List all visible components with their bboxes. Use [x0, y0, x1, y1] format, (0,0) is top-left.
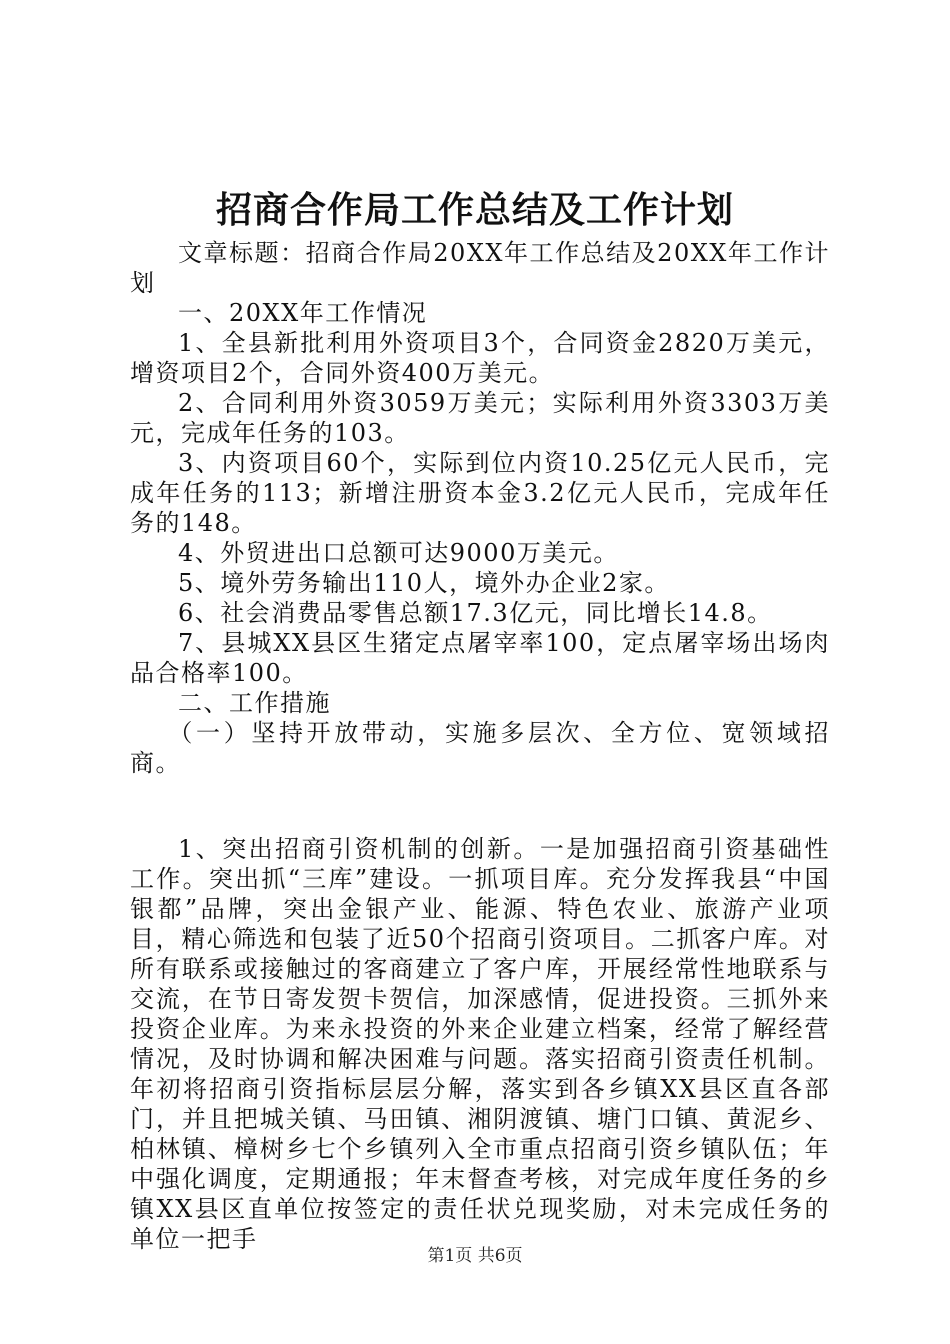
item-paragraph-5: 5、境外劳务输出110人，境外办企业2家。 [178, 569, 670, 597]
measure-paragraph-1: 1、突出招商引资机制的创新。一是加强招商引资基础性工作。突出抓“三库”建设。一抓项目库。充分发挥我县“中国银都”品牌，突出金银产业、能源、特色农业、旅游产业项目，精心筛选和包装了近50个招商引资项目。二抓客户库。对所有联系或接触过的客商建立了客户库，开展经常性地联系与交流，在节日寄发贺卡贺信，加深感情，促进投资。三抓外来投资企业库。为来永投资的外来企业建立档案，经常了解经营情况，及时协调和解决困难与问题。落实招商引资责任机制。年初将招商引资指标层层分解，落实到各乡镇XX县区直各部门，并且把城关镇、马田镇、湘阴渡镇、塘门口镇、黄泥乡、柏林镇、樟树乡七个乡镇列入全市重点招商引资乡镇队伍；年中强化调度，定期通报；年末督查考核，对完成年度任务的乡镇XX县区直单位按签定的责任状兑现奖励，对未完成任务的单位一把手 [130, 835, 830, 1253]
item-paragraph-1: 1、全县新批利用外资项目3个，合同资金2820万美元，增资项目2个，合同外资400万美元。 [130, 329, 830, 387]
document-body [130, 238, 830, 1254]
item-paragraph-7: 7、县城XX县区生猪定点屠宰率100，定点屠宰场出场肉品合格率100。 [130, 629, 830, 687]
page-number-footer: 第1页 共6页 [427, 1246, 523, 1266]
section-heading-work-status: 一、20XX年工作情况 [178, 299, 428, 327]
item-paragraph-4: 4、外贸进出口总额可达9000万美元。 [178, 539, 619, 567]
paragraph-spacer [130, 778, 830, 834]
section-heading-measures: 二、工作措施 [178, 689, 331, 717]
document-title: 招商合作局工作总结及工作计划 [215, 189, 734, 231]
subsection-heading-1: （一）坚持开放带动，实施多层次、全方位、宽领域招商。 [130, 719, 830, 777]
item-paragraph-6: 6、社会消费品零售总额17.3亿元，同比增长14.8。 [178, 599, 773, 627]
item-paragraph-2: 2、合同利用外资3059万美元；实际利用外资3303万美元，完成年任务的103。 [130, 389, 830, 447]
article-title-paragraph: 文章标题：招商合作局20XX年工作总结及20XX年工作计划 [130, 239, 830, 297]
item-paragraph-3: 3、内资项目60个，实际到位内资10.25亿元人民币，完成年任务的113；新增注册资本金3.2亿元人民币，完成年任务的148。 [130, 449, 830, 537]
